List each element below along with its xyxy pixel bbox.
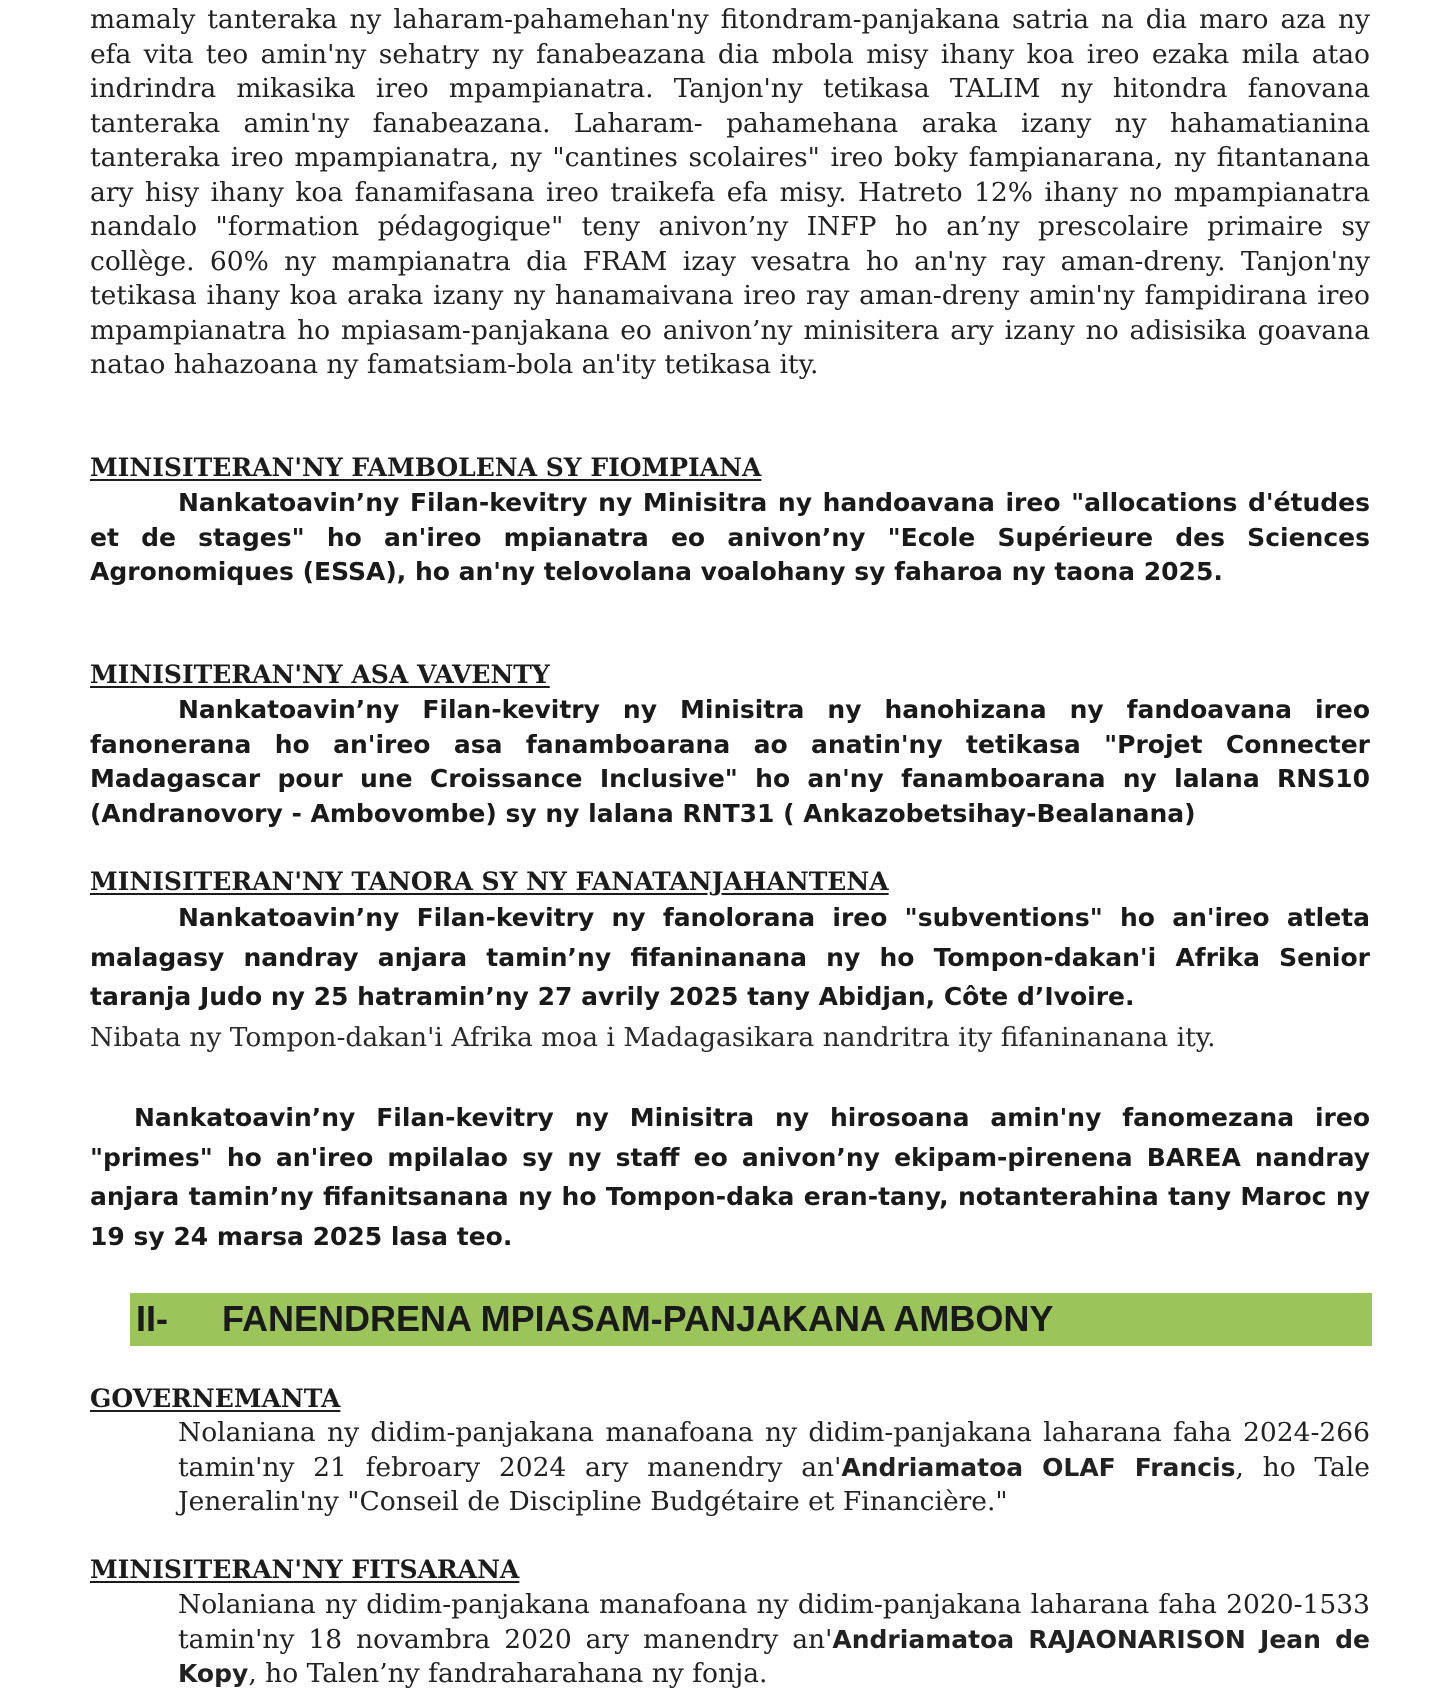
heading-justice: MINISITERAN'NY FITSARANA (90, 1555, 520, 1584)
heading-government: GOVERNEMANTA (90, 1384, 341, 1413)
section-title: FANENDRENA MPIASAM-PANJAKANA AMBONY (222, 1298, 1054, 1339)
section-number: II- (136, 1298, 168, 1339)
heading-youth-sports: MINISITERAN'NY TANORA SY NY FANATANJAHANTENA (90, 867, 889, 896)
section-header-bar (130, 1293, 1372, 1346)
government-text-before: Nolaniana ny didim-panjakana manafoana ny didim-panjakana laharana faha 2024-266 tamin'ny 21 febroary 2024 ary manendry an' (178, 1417, 1370, 1483)
government-text-after: , ho Tale Jeneralin'ny "Conseil de Discipline Budgétaire et Financière." (178, 1451, 1370, 1517)
youth-sports-paragraph: Nankatoavin’ny Filan-kevitry ny fanolorana ireo "subventions" ho an'ireo atleta malagasy nandray anjara tamin’ny fifaninanana ny ho Tompon-dakan'i Afrika Senior taranja Judo ny 25 hatramin’ny 27 avrily 2025 tany Abidjan, Côte d’Ivoire. (90, 903, 1370, 1011)
public-works-paragraph: Nankatoavin’ny Filan-kevitry ny Minisitra ny hanohizana ny fandoavana ireo fanonerana ho an'ireo asa fanamboarana ao anatin'ny tetikasa "Projet Connecter Madagascar pour une Croissance Inclusive" ho an'ny fanamboarana ny lalana RNS10 (Andranovory - Ambovombe) sy ny lalana RNT31 ( Ankazobetsihay-Bealanana) (90, 695, 1370, 828)
government-paragraph (178, 1416, 1370, 1520)
justice-text-after: , ho Talen’ny fandraharahana ny fonja. (248, 1658, 768, 1689)
barea-paragraph: Nankatoavin’ny Filan-kevitry ny Minisitra ny hirosoana amin'ny fanomezana ireo "primes" ho an'ireo mpilalao sy ny staff eo anivon’ny ekipam-pirenena BAREA nandray anjara tamin’ny fifanitsanana ny ho Tompon-daka eran-tany, notanterahina tany Maroc ny 19 sy 24 marsa 2025 lasa teo. (90, 1103, 1370, 1251)
appointee-name: Andriamatoa RAJAONARISON Jean de Kopy (178, 1624, 1370, 1688)
intro-paragraph: mamaly tanteraka ny laharam-pahamehan'ny fitondram-panjakana satria na dia maro aza ny efa vita teo amin'ny sehatry ny fanabeazana dia mbola misy ihany koa ireo ezaka mila atao indrindra mikasika ireo mpampianatra. Tanjon'ny tetikasa TALIM ny hitondra fanovana tanteraka amin'ny fanabeazana. Laharam- pahamehana araka izany ny hahamatianina tanteraka ireo mpampianatra, ny "cantines scolaires" ireo boky fampianarana, ny fitantanana ary hisy ihany koa fanamifasana ireo traikefa efa misy. Hatreto 12% ihany no mpampianatra nandalo "formation pédagogique" teny anivon’ny INFP ho an’ny prescolaire primaire sy collège. 60% ny mampianatra dia FRAM izay vesatra ho an'ny ray aman-dreny. Tanjon'ny tetikasa ihany koa araka izany ny hanamaivana ireo ray aman-dreny amin'ny fampidirana ireo mpampianatra ho mpiasam-panjakana eo anivon’ny minisitera ary izany no adisisika goavana natao hahazoana ny famatsiam-bola an'ity tetikasa ity. (90, 4, 1370, 380)
justice-paragraph (178, 1588, 1370, 1692)
heading-agriculture: MINISITERAN'NY FAMBOLENA SY FIOMPIANA (90, 453, 762, 482)
appointee-name: Andriamatoa OLAF Francis (841, 1452, 1236, 1482)
heading-public-works: MINISITERAN'NY ASA VAVENTY (90, 660, 550, 689)
agriculture-paragraph: Nankatoavin’ny Filan-kevitry ny Minisitra ny handoavana ireo "allocations d'études et de stages" ho an'ireo mpianatra eo anivon’ny "Ecole Supérieure des Sciences Agronomiques (ESSA), ho an'ny telovolana voalohany sy faharoa ny taona 2025. (90, 488, 1370, 586)
justice-text-before: Nolaniana ny didim-panjakana manafoana ny didim-panjakana laharana faha 2020-1533 tamin'ny 18 novambra 2020 ary manendry an' (178, 1589, 1370, 1655)
youth-sports-note: Nibata ny Tompon-dakan'i Afrika moa i Madagasikara nandritra ity fifaninanana ity. (90, 1022, 1216, 1053)
